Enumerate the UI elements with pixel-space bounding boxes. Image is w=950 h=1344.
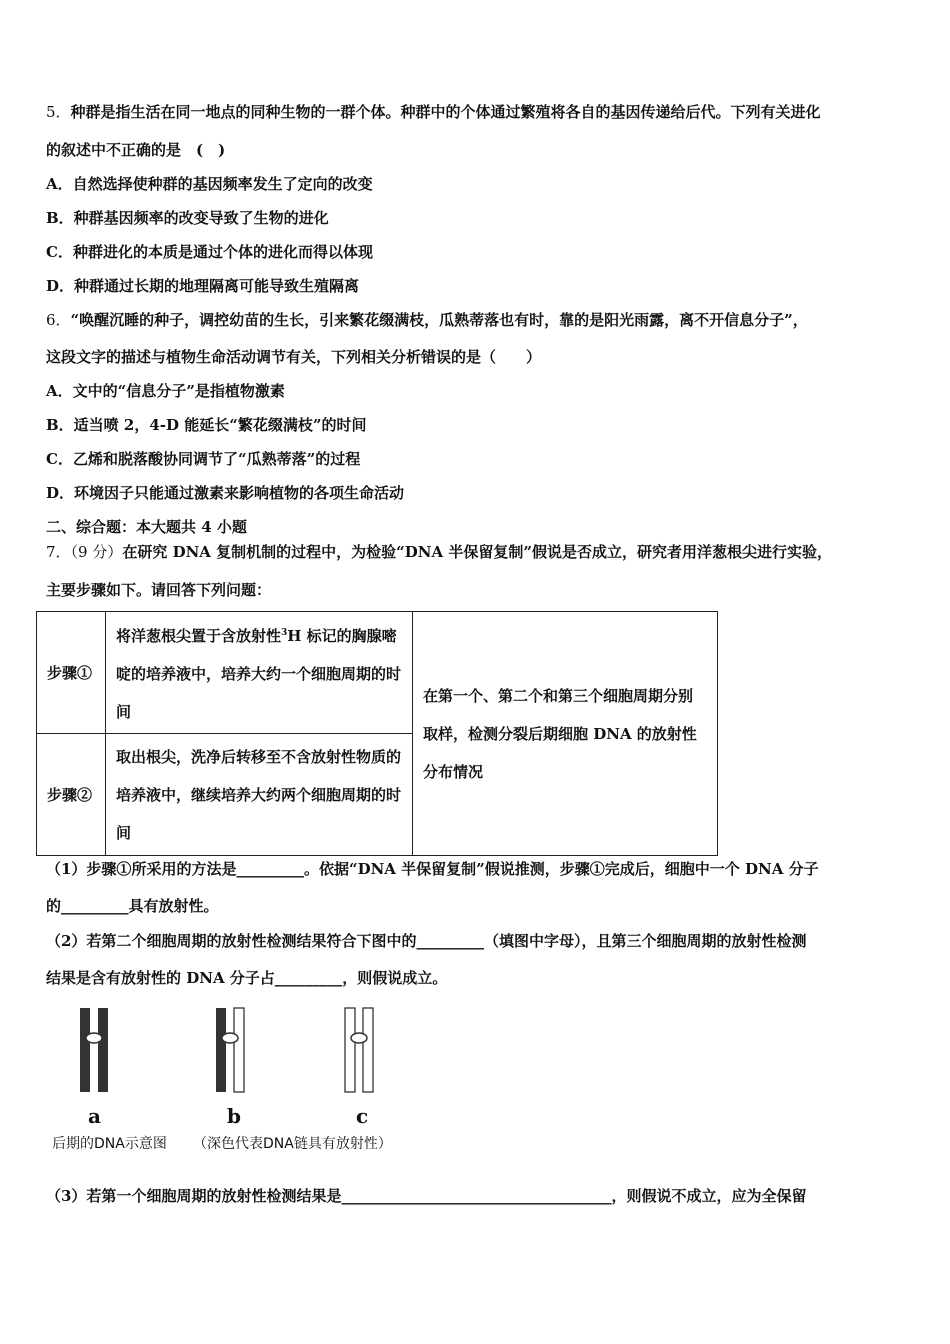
step2-text: 取出根尖，洗净后转移至不含放射性物质的培养液中，继续培养大约两个细胞周期的时间 xyxy=(106,734,413,856)
q6-option-a: A．文中的“信息分子”是指植物激素 xyxy=(46,382,285,400)
section-heading: 二、综合题：本大题共 4 小题 xyxy=(46,518,247,536)
figure-label-b: b xyxy=(227,1104,241,1128)
q5-option-c: C．种群进化的本质是通过个体的进化而得以体现 xyxy=(46,243,373,261)
steps-table xyxy=(36,611,718,856)
q7-sub2-line2: 结果是含有放射性的 DNA 分子占_________，则假说成立。 xyxy=(46,969,448,987)
chromosome-c xyxy=(345,1008,373,1092)
figure-caption-right: （深色代表DNA链具有放射性） xyxy=(193,1136,392,1152)
q6-stem-line1: 6．“唤醒沉睡的种子，调控幼苗的生长，引来繁花缀满枝，瓜熟蒂落也有时，靠的是阳光雨露，离不开信息分子”， xyxy=(46,311,808,329)
chromosome-a xyxy=(80,1008,108,1092)
q5-stem-line2: 的叙述中不正确的是 ( ) xyxy=(46,141,226,159)
q7-number: 7．（9 分） xyxy=(46,543,123,561)
q7-sub1-line1: （1）步骤①所采用的方法是_________。依据“DNA 半保留复制”假说推测，步骤①完成后，细胞中一个 DNA 分子 xyxy=(46,860,819,878)
q7-sub2-line1: （2）若第二个细胞周期的放射性检测结果符合下图中的_________（填图中字母），且第三个细胞周期的放射性检测 xyxy=(46,932,807,950)
q5-stem-line1: 5．种群是指生活在同一地点的同种生物的一群个体。种群中的个体通过繁殖将各自的基因传递给后代。下列有关进化 xyxy=(46,103,821,121)
q6-stem-line2: 这段文字的描述与植物生命活动调节有关，下列相关分析错误的是（ ） xyxy=(46,348,542,366)
steps-right-text: 在第一个、第二个和第三个细胞周期分别取样，检测分裂后期细胞 DNA 的放射性分布情况 xyxy=(413,612,718,856)
q7-sub1-line2: 的_________具有放射性。 xyxy=(46,897,219,915)
figure-label-a: a xyxy=(88,1104,101,1128)
chromosome-b xyxy=(216,1008,244,1092)
q6-option-d: D．环境因子只能通过激素来影响植物的各项生命活动 xyxy=(46,484,405,502)
q7-stem-line1: 7．（9 分）在研究 DNA 复制机制的过程中，为检验“DNA 半保留复制”假说是否成立，研究者用洋葱根尖进行实验， xyxy=(46,543,832,561)
step1-label: 步骤① xyxy=(37,612,106,734)
figure-label-c: c xyxy=(356,1104,369,1128)
q6-option-c: C．乙烯和脱落酸协同调节了“瓜熟蒂落”的过程 xyxy=(46,450,361,468)
dna-figure xyxy=(50,1004,410,1154)
q5-option-a: A．自然选择使种群的基因频率发生了定向的改变 xyxy=(46,175,373,193)
q6-option-b: B．适当喷 2，4-D 能延长“繁花缀满枝”的时间 xyxy=(46,416,367,434)
q5-option-b: B．种群基因频率的改变导致了生物的进化 xyxy=(46,209,329,227)
q5-number: 5． xyxy=(46,103,71,121)
step1-text: 将洋葱根尖置于含放射性$^3$H 标记的胸腺嘧啶的培养液中，培养大约一个细胞周期的时间 xyxy=(106,612,413,734)
q7-stem-line2: 主要步骤如下。请回答下列问题： xyxy=(46,581,272,599)
step2-label: 步骤② xyxy=(37,734,106,856)
q6-number: 6． xyxy=(46,311,71,329)
q5-option-d: D．种群通过长期的地理隔离可能导致生殖隔离 xyxy=(46,277,360,295)
figure-caption-left: 后期的DNA示意图 xyxy=(52,1136,167,1152)
q7-sub3-line1: （3）若第一个细胞周期的放射性检测结果是____________________________________，则假说不成立，应为全保留 xyxy=(46,1187,807,1205)
